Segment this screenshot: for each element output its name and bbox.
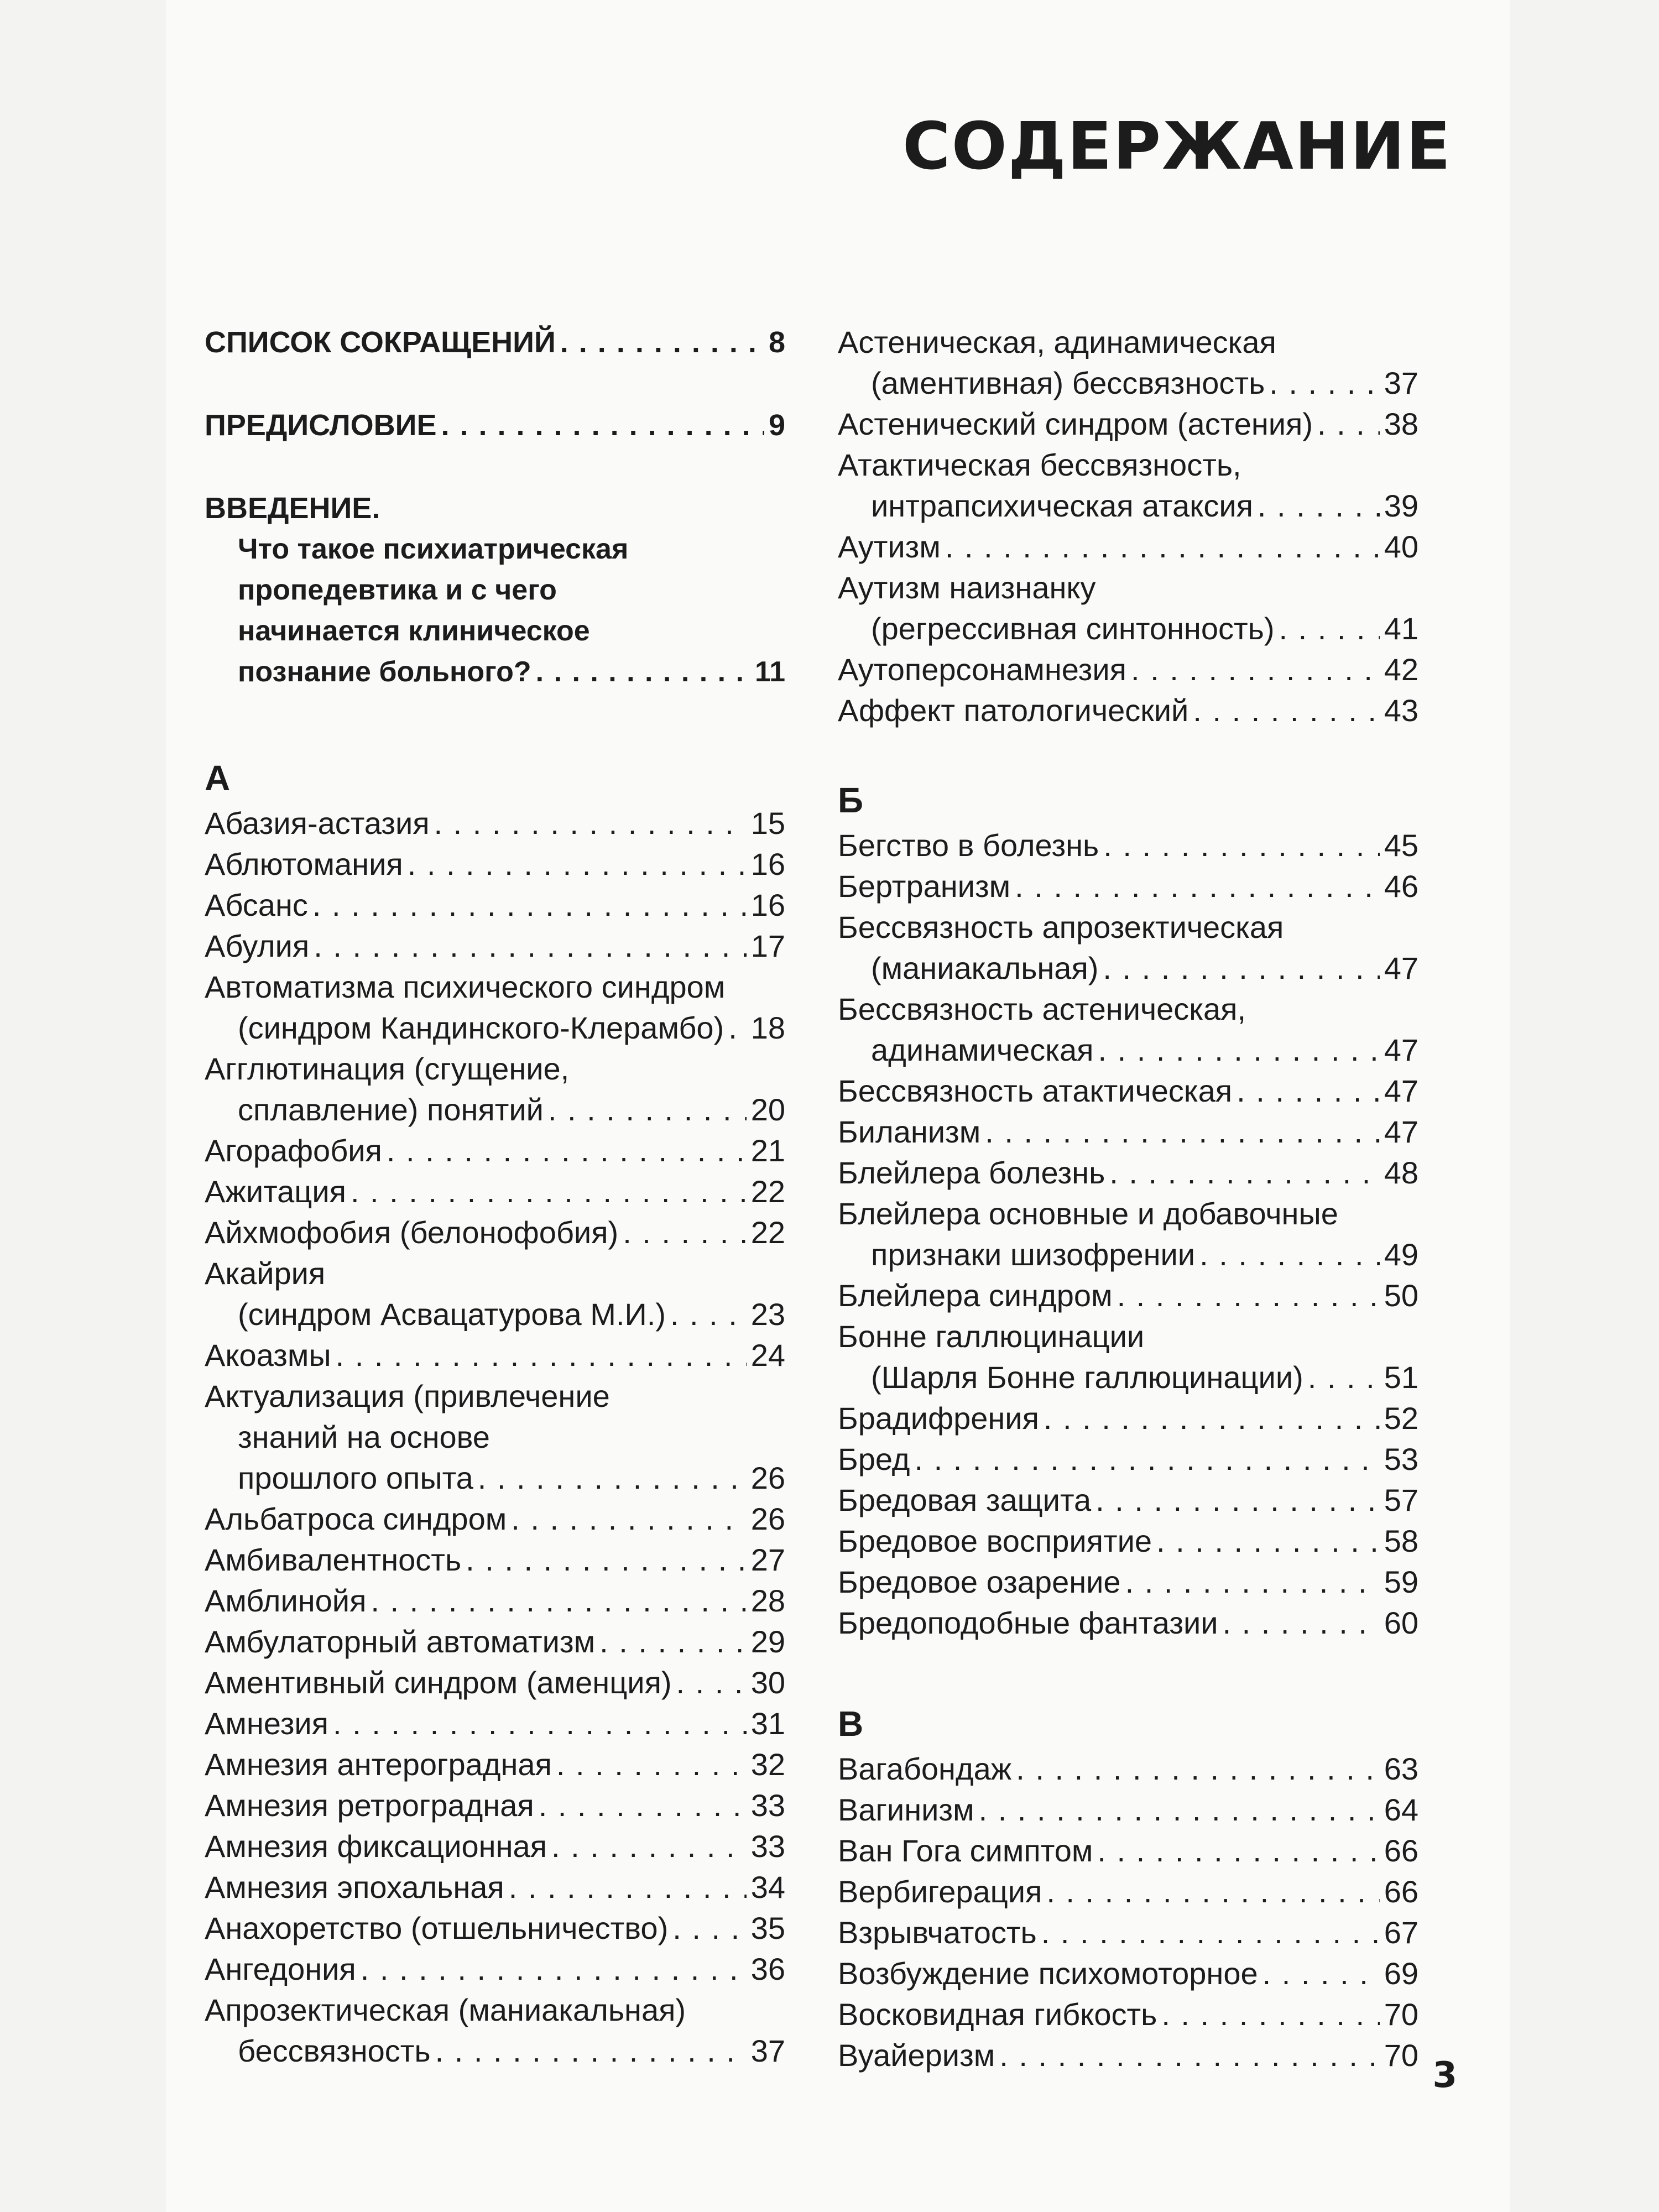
- dot-leader: [511, 1499, 746, 1540]
- dot-leader: [387, 1130, 747, 1171]
- entry-label: Анахоретство (отшельничество): [205, 1911, 669, 1945]
- dot-leader: [1237, 1071, 1380, 1112]
- entry-label: признаки шизофрении: [871, 1237, 1196, 1272]
- entry-label: Амнезия эпохальная: [205, 1870, 504, 1905]
- entry-label: Абазия-астазия: [205, 806, 430, 841]
- toc-entry: [838, 1603, 1418, 1644]
- toc-entry: [838, 1316, 1418, 1398]
- entry-label: Амнезия фиксационная: [205, 1829, 547, 1864]
- entry-label: интрапсихическая атаксия: [871, 488, 1253, 523]
- entry-page: 24: [750, 1338, 785, 1373]
- toc-entry: [838, 825, 1418, 866]
- entry-label: Амблинойя: [205, 1583, 367, 1618]
- entry-label: Аутизм наизнанку: [838, 570, 1096, 605]
- entry-page: 70: [1384, 1997, 1418, 2032]
- entry-label: Акайрия: [205, 1256, 326, 1291]
- toc-entry: [205, 322, 785, 363]
- entry-label: Аутизм: [838, 529, 941, 564]
- entry-label: Вербигерация: [838, 1874, 1042, 1909]
- entry-label: Аментивный синдром (аменция): [205, 1665, 672, 1700]
- toc-entry: [205, 926, 785, 967]
- dot-leader: [1156, 1521, 1380, 1562]
- entry-label: (Шарля Бонне галлюцинации): [871, 1360, 1303, 1395]
- entry-page: 23: [750, 1297, 785, 1332]
- toc-entry: [838, 322, 1418, 404]
- entry-label: Бессвязность астеническая,: [838, 992, 1246, 1026]
- toc-entry: [838, 1193, 1418, 1275]
- toc-entry: [205, 1048, 785, 1130]
- toc-entry: [838, 404, 1418, 445]
- entry-label: адинамическая: [871, 1032, 1094, 1067]
- entry-page: 21: [750, 1133, 785, 1168]
- dot-leader: [1095, 1480, 1380, 1521]
- dot-leader: [1016, 1749, 1379, 1790]
- entry-page: 28: [750, 1583, 785, 1618]
- intro-line: познание больного?: [238, 656, 531, 688]
- dot-leader: [536, 651, 750, 692]
- toc-entry: [838, 989, 1418, 1071]
- entry-label: ПРЕДИСЛОВИЕ: [205, 409, 437, 442]
- dot-leader: [361, 1949, 747, 1990]
- entry-page: 37: [1384, 366, 1418, 400]
- intro-subtitle: [205, 529, 785, 692]
- dot-leader: [478, 1458, 747, 1499]
- dot-leader: [1109, 1152, 1379, 1193]
- entry-page: 26: [750, 1501, 785, 1536]
- entry-label: бессвязность: [238, 2033, 431, 2068]
- toc-entry: [838, 1275, 1418, 1316]
- dot-leader: [556, 1744, 747, 1785]
- toc-entry: [205, 1867, 785, 1908]
- entry-label: Абсанс: [205, 888, 308, 922]
- entry-page: 48: [1384, 1155, 1418, 1190]
- entry-label: Ван Гога симптом: [838, 1833, 1093, 1868]
- entry-page: 34: [750, 1870, 785, 1905]
- section-a-continued-list: [838, 322, 1418, 731]
- entry-page: 52: [1384, 1401, 1418, 1436]
- entry-label: Агорафобия: [205, 1133, 382, 1168]
- dot-leader: [351, 1171, 747, 1212]
- entry-page: 47: [1384, 951, 1418, 985]
- toc-entry: [838, 1994, 1418, 2035]
- page-number: 3: [1432, 2055, 1457, 2096]
- entry-label: Бредовое восприятие: [838, 1524, 1152, 1558]
- toc-entry: [838, 1790, 1418, 1830]
- entry-page: 46: [1384, 869, 1418, 904]
- toc-entry: [205, 1744, 785, 1785]
- entry-page: 20: [750, 1092, 785, 1127]
- section-a-list: [205, 803, 785, 2072]
- entry-label: Блейлера основные и добавочные: [838, 1196, 1338, 1231]
- entry-label: Вагабондаж: [838, 1751, 1012, 1786]
- entry-label: Ангедония: [205, 1952, 356, 1986]
- entry-page: 49: [1384, 1237, 1418, 1272]
- dot-leader: [1262, 1953, 1380, 1994]
- dot-leader: [548, 1089, 747, 1130]
- toc-entry: [838, 1071, 1418, 1112]
- dot-leader: [539, 1785, 747, 1826]
- dot-leader: [945, 526, 1380, 567]
- entry-label: Айхмофобия (белонофобия): [205, 1215, 619, 1250]
- dot-leader: [1046, 1871, 1379, 1912]
- entry-label: Восковидная гибкость: [838, 1997, 1157, 2032]
- dot-leader: [728, 1008, 747, 1048]
- entry-page: 63: [1384, 1751, 1418, 1786]
- toc-entry: [205, 844, 785, 885]
- toc-entry: [205, 803, 785, 844]
- dot-leader: [1161, 1994, 1379, 2035]
- entry-page: 8: [768, 326, 785, 359]
- entry-label: СПИСОК СОКРАЩЕНИЙ: [205, 326, 556, 359]
- entry-page: 57: [1384, 1483, 1418, 1517]
- toc-column-left: [205, 322, 785, 2072]
- entry-label: (аментивная) бессвязность: [871, 366, 1265, 400]
- entry-label: Абулия: [205, 928, 310, 963]
- section-letter: А: [205, 758, 231, 798]
- entry-label: прошлого опыта: [238, 1460, 473, 1495]
- entry-label: Астеническая, адинамическая: [838, 325, 1276, 359]
- entry-page: 29: [750, 1624, 785, 1659]
- entry-label: Амнезия ретроградная: [205, 1788, 534, 1823]
- dot-leader: [1041, 1912, 1380, 1953]
- entry-page: 9: [768, 409, 785, 442]
- entry-label: (регрессивная синтонность): [871, 611, 1275, 646]
- dot-leader: [1125, 1562, 1380, 1603]
- entry-label: Амнезия: [205, 1706, 328, 1741]
- toc-entry: [838, 690, 1418, 731]
- entry-label: Астенический синдром (астения): [838, 406, 1313, 441]
- toc-entry: [838, 907, 1418, 989]
- entry-label: Блейлера болезнь: [838, 1155, 1105, 1190]
- dot-leader: [408, 844, 747, 885]
- entry-page: 45: [1384, 828, 1418, 863]
- toc-entry: [205, 1253, 785, 1335]
- entry-page: 30: [750, 1665, 785, 1700]
- entry-page: 16: [750, 847, 785, 881]
- entry-label: Атактическая бессвязность,: [838, 447, 1241, 482]
- toc-entry: [205, 1212, 785, 1253]
- dot-leader: [435, 2031, 747, 2072]
- entry-label: Амбивалентность: [205, 1542, 462, 1577]
- entry-page: 67: [1384, 1915, 1418, 1950]
- intro-line: пропедевтика и с чего: [238, 574, 557, 606]
- entry-page: 58: [1384, 1524, 1418, 1558]
- toc-entry: [838, 649, 1418, 690]
- dot-leader: [1223, 1603, 1380, 1644]
- entry-page: 39: [1384, 488, 1418, 523]
- entry-label: Биланизм: [838, 1114, 981, 1149]
- toc-entry: [205, 1499, 785, 1540]
- entry-label: Аблютомания: [205, 847, 403, 881]
- dot-leader: [1308, 1357, 1380, 1398]
- dot-leader: [1117, 1275, 1380, 1316]
- toc-entry: [205, 1908, 785, 1949]
- entry-label: Агглютинация (сгущение,: [205, 1051, 570, 1086]
- entry-page: 17: [750, 928, 785, 963]
- toc-entry: [838, 866, 1418, 907]
- dot-leader: [1258, 486, 1380, 526]
- dot-leader: [670, 1294, 747, 1335]
- entry-label: Актуализация (привлечение: [205, 1379, 610, 1413]
- entry-page: 32: [750, 1747, 785, 1782]
- entry-label: Бессвязность апрозектическая: [838, 910, 1284, 945]
- entry-label: Бессвязность атактическая: [838, 1073, 1233, 1108]
- entry-label: Вагинизм: [838, 1792, 974, 1827]
- entry-label: Автоматизма психического синдром: [205, 969, 726, 1004]
- entry-label: (маниакальная): [871, 951, 1099, 985]
- toc-entry: [838, 1562, 1418, 1603]
- entry-label: Возбуждение психомоторное: [838, 1956, 1258, 1991]
- entry-page: 16: [750, 888, 785, 922]
- dot-leader: [336, 1335, 747, 1376]
- entry-page: 42: [1384, 652, 1418, 687]
- toc-entry: [205, 1826, 785, 1867]
- entry-page: 69: [1384, 1956, 1418, 1991]
- toc-entry: [205, 1990, 785, 2072]
- dot-leader: [1199, 1234, 1380, 1275]
- entry-label: (синдром Асвацатурова М.И.): [238, 1297, 666, 1332]
- entry-page: 47: [1384, 1073, 1418, 1108]
- entry-label: Бредовое озарение: [838, 1564, 1121, 1599]
- intro-line: начинается клиническое: [238, 615, 590, 647]
- toc-entry: [205, 1580, 785, 1621]
- entry-page: 27: [750, 1542, 785, 1577]
- dot-leader: [509, 1867, 747, 1908]
- toc-entry: [838, 1871, 1418, 1912]
- entry-page: 60: [1384, 1605, 1418, 1640]
- entry-label: Аутоперсонамнезия: [838, 652, 1126, 687]
- toc-entry: [838, 1398, 1418, 1439]
- entry-label: Бегство в болезнь: [838, 828, 1099, 863]
- toc-entry: [205, 1703, 785, 1744]
- entry-label: Акоазмы: [205, 1338, 331, 1373]
- dot-leader: [466, 1540, 747, 1580]
- entry-page: 31: [750, 1706, 785, 1741]
- toc-entry: [838, 445, 1418, 526]
- entry-page: 11: [755, 656, 785, 688]
- toc-entry: [838, 1521, 1418, 1562]
- entry-label: Бонне галлюцинации: [838, 1319, 1145, 1354]
- entry-page: 22: [750, 1215, 785, 1250]
- entry-page: 66: [1384, 1833, 1418, 1868]
- dot-leader: [371, 1580, 746, 1621]
- dot-leader: [560, 322, 764, 363]
- dot-leader: [1279, 608, 1379, 649]
- entry-label: Апрозектическая (маниакальная): [205, 1992, 686, 2027]
- section-letter: Б: [838, 780, 863, 820]
- entry-page: 41: [1384, 611, 1418, 646]
- dot-leader: [434, 803, 747, 844]
- entry-label: Брадифрения: [838, 1401, 1039, 1436]
- dot-leader: [999, 2035, 1379, 2076]
- entry-label: Бредоподобные фантазии: [838, 1605, 1218, 1640]
- intro-line: Что такое психиатрическая: [238, 533, 629, 565]
- dot-leader: [1131, 649, 1380, 690]
- entry-page: 36: [750, 1952, 785, 1986]
- dot-leader: [676, 1662, 747, 1703]
- dot-leader: [1103, 948, 1379, 989]
- entry-label: Вуайеризм: [838, 2038, 995, 2073]
- entry-label: Взрывчатость: [838, 1915, 1037, 1950]
- entry-page: 47: [1384, 1032, 1418, 1067]
- dot-leader: [312, 885, 747, 926]
- toc-entry: [838, 2035, 1418, 2076]
- entry-page: 66: [1384, 1874, 1418, 1909]
- entry-page: 53: [1384, 1442, 1418, 1477]
- entry-label: Бредовая защита: [838, 1483, 1092, 1517]
- entry-label: сплавление) понятий: [238, 1092, 544, 1127]
- entry-label: Аффект патологический: [838, 693, 1189, 728]
- dot-leader: [1015, 866, 1380, 907]
- entry-page: 33: [750, 1829, 785, 1864]
- entry-page: 18: [750, 1010, 785, 1045]
- dot-leader: [1103, 825, 1379, 866]
- entry-label: Амнезия антероградная: [205, 1747, 552, 1782]
- toc-entry: [838, 1953, 1418, 1994]
- dot-leader: [672, 1908, 746, 1949]
- toc-entry: [838, 1152, 1418, 1193]
- book-page: [166, 0, 1510, 2212]
- dot-leader: [979, 1790, 1380, 1830]
- entry-page: 43: [1384, 693, 1418, 728]
- dot-leader: [914, 1439, 1379, 1480]
- entry-label: Бертранизм: [838, 869, 1011, 904]
- toc-entry: [838, 567, 1418, 649]
- section-v-list: [838, 1749, 1418, 2076]
- entry-page: 22: [750, 1174, 785, 1209]
- toc-entry: [205, 1949, 785, 1990]
- entry-page: 40: [1384, 529, 1418, 564]
- toc-entry: [205, 1785, 785, 1826]
- section-letter: В: [838, 1704, 864, 1744]
- toc-entry: [838, 1912, 1418, 1953]
- entry-page: 26: [750, 1460, 785, 1495]
- entry-label: Амбулаторный автоматизм: [205, 1624, 596, 1659]
- dot-leader: [1317, 404, 1380, 445]
- frontmatter: [205, 322, 785, 446]
- toc-entry: [205, 405, 785, 446]
- toc-entry: [838, 1112, 1418, 1152]
- dot-leader: [1044, 1398, 1380, 1439]
- dot-leader: [333, 1703, 747, 1744]
- entry-page: 50: [1384, 1278, 1418, 1313]
- dot-leader: [985, 1112, 1379, 1152]
- entry-page: 64: [1384, 1792, 1418, 1827]
- dot-leader: [1098, 1030, 1379, 1071]
- dot-leader: [623, 1212, 747, 1253]
- toc-entry: [205, 1130, 785, 1171]
- toc-entry: [838, 1439, 1418, 1480]
- entry-page: 47: [1384, 1114, 1418, 1149]
- toc-entry: [205, 1335, 785, 1376]
- page-title: СОДЕРЖАНИЕ: [902, 108, 1452, 184]
- entry-page: 33: [750, 1788, 785, 1823]
- toc-entry: [205, 1171, 785, 1212]
- dot-leader: [314, 926, 746, 967]
- entry-label: Ажитация: [205, 1174, 346, 1209]
- toc-entry: [205, 967, 785, 1048]
- entry-label: Блейлера синдром: [838, 1278, 1113, 1313]
- entry-label: знаний на основе: [238, 1420, 490, 1454]
- entry-page: 38: [1384, 406, 1418, 441]
- toc-entry: [205, 1540, 785, 1580]
- dot-leader: [1097, 1830, 1379, 1871]
- dot-leader: [1193, 690, 1379, 731]
- toc-entry: [205, 1662, 785, 1703]
- toc-entry: [205, 885, 785, 926]
- entry-page: 51: [1384, 1360, 1418, 1395]
- section-b-list: [838, 825, 1418, 1644]
- entry-page: 59: [1384, 1564, 1418, 1599]
- toc-entry: [838, 1480, 1418, 1521]
- dot-leader: [599, 1621, 747, 1662]
- intro-heading: ВВЕДЕНИЕ.: [205, 492, 380, 525]
- toc-entry: [205, 1621, 785, 1662]
- toc-entry: [838, 526, 1418, 567]
- toc-entry: [838, 1830, 1418, 1871]
- toc-entry: [205, 1376, 785, 1499]
- entry-page: 37: [750, 2033, 785, 2068]
- dot-leader: [551, 1826, 747, 1867]
- toc-entry: [838, 1749, 1418, 1790]
- dot-leader: [441, 405, 764, 446]
- entry-page: 70: [1384, 2038, 1418, 2073]
- dot-leader: [1269, 363, 1379, 404]
- entry-label: Альбатроса синдром: [205, 1501, 507, 1536]
- entry-label: Бред: [838, 1442, 910, 1477]
- entry-label: (синдром Кандинского-Клерамбо): [238, 1010, 724, 1045]
- entry-page: 15: [750, 806, 785, 841]
- entry-page: 35: [750, 1911, 785, 1945]
- toc-column-right: [838, 322, 1418, 2076]
